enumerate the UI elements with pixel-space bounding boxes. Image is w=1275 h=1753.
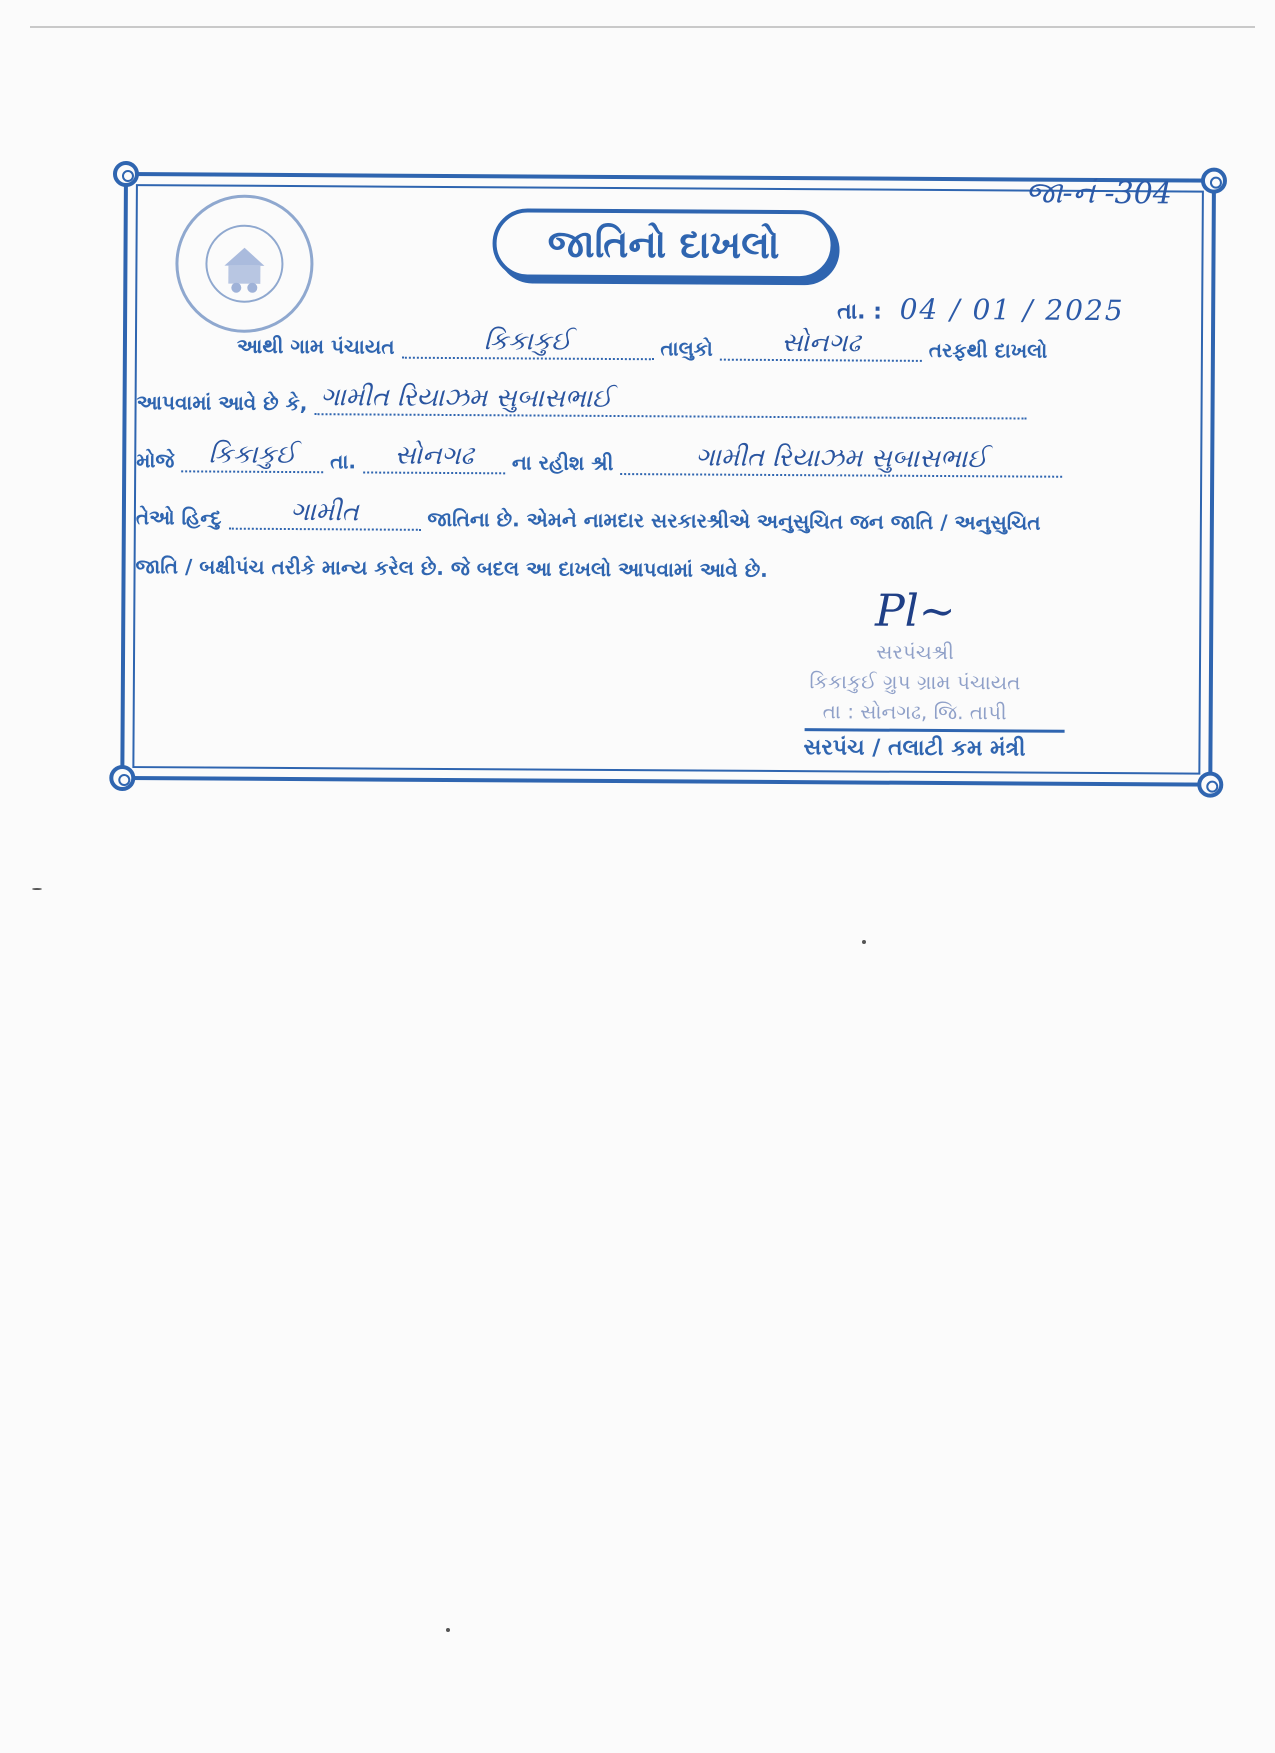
stamp-line-2: કિકાકુઈ ગ્રુપ ગ્રામ પંચાયત xyxy=(809,669,1021,695)
scan-speck xyxy=(32,888,42,890)
stamp-line-1: સરપંચશ્રી xyxy=(876,639,954,665)
signature-rule xyxy=(805,728,1065,733)
ta-field: સોનગઢ xyxy=(363,440,505,474)
line2-prefix: આપવામાં આવે છે કે, xyxy=(136,390,308,416)
resident-label: ના રહીશ શ્રી xyxy=(511,450,614,475)
village-field: કિકાકુઈ xyxy=(401,326,653,361)
seal-emblem-icon xyxy=(184,203,305,324)
signatory-title: સરપંચ / તલાટી કમ મંત્રી xyxy=(803,735,1026,762)
line3-prefix: મોજે xyxy=(136,448,175,473)
corner-ornament xyxy=(113,161,139,187)
date-value: 04 / 01 / 2025 xyxy=(899,292,1125,328)
reference-number: જા-નં -304 xyxy=(1025,175,1172,212)
date-row xyxy=(837,292,1125,327)
scan-speck xyxy=(862,940,866,944)
scan-speck xyxy=(446,1628,450,1632)
taluka-field: સોનગઢ xyxy=(720,328,922,362)
body-line-3 xyxy=(136,439,1062,478)
applicant-name-field: ગામીત રિયાઝમ સુબાસભાઈ xyxy=(314,382,1026,419)
line1-prefix: આથી ગામ પંચાયત xyxy=(236,333,395,359)
corner-ornament xyxy=(1197,772,1223,798)
body-line-4 xyxy=(136,496,1041,535)
resident-name-field: ગામીત રિયાઝમ સુબાસભાઈ xyxy=(620,442,1062,478)
body-line-1 xyxy=(237,325,1048,363)
signature-block xyxy=(764,585,1065,762)
certificate-title: જાતિનો દાખલો xyxy=(492,208,834,280)
caste-certificate xyxy=(120,172,1216,787)
handwritten-signature: Pl~ xyxy=(874,585,956,638)
body-line-5: જાતિ / બક્ષીપંચ તરીકે માન્ય કરેલ છે. જે બદલ આ દાખલો આપવામાં આવે છે. xyxy=(135,554,768,582)
taluka-label: તાલુકો xyxy=(660,336,713,361)
line4-suffix: જાતિના છે. એમને નામદાર સરકારશ્રીએ અનુસુચિત જન જાતિ / અનુસુચિત xyxy=(427,506,1041,535)
body-line-2 xyxy=(137,381,1027,419)
ta-label: તા. xyxy=(330,449,357,474)
line1-suffix: તરફથી દાખલો xyxy=(928,337,1048,363)
date-label: તા. : xyxy=(837,299,883,325)
corner-ornament xyxy=(1201,168,1227,194)
page-top-rule xyxy=(30,26,1255,28)
stamp-line-3: તા : સોનગઢ, જિ. તાપી xyxy=(822,699,1007,725)
caste-field: ગામીત xyxy=(228,497,420,531)
line4-prefix: તેઓ હિન્દુ xyxy=(135,505,222,530)
moje-village-field: કિકાકુઈ xyxy=(181,439,323,473)
corner-ornament xyxy=(109,765,135,791)
panchayat-seal xyxy=(175,194,314,333)
